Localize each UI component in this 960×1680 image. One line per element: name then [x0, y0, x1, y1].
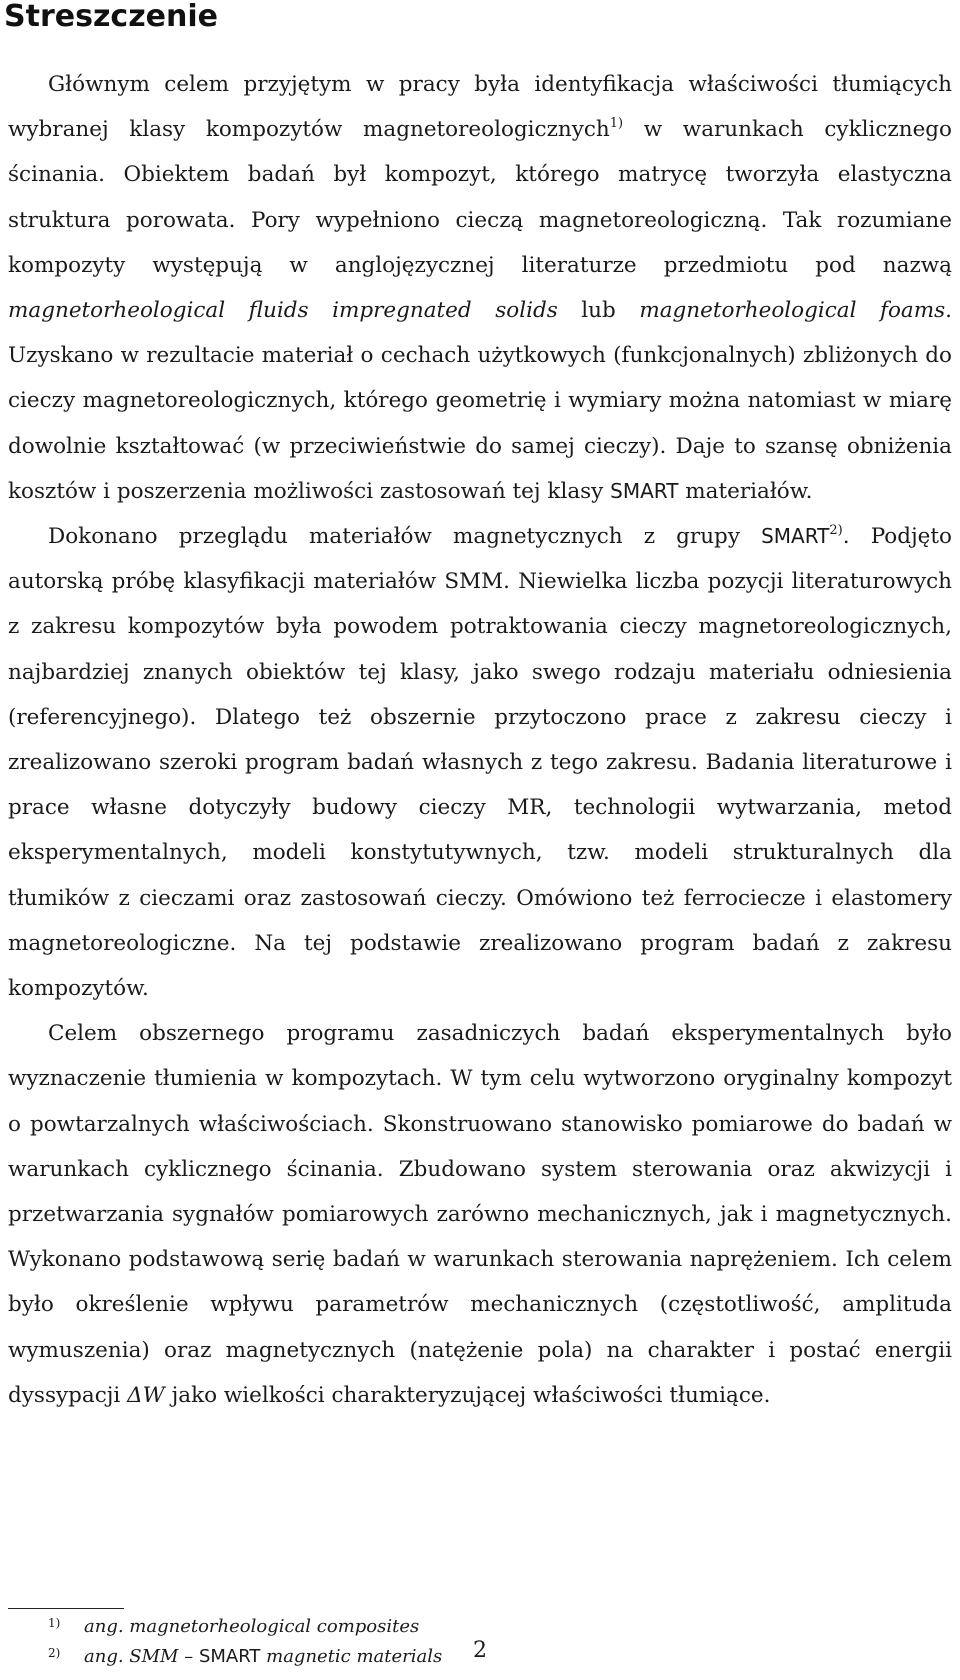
section-heading: Streszczenie [4, 0, 218, 34]
p3-text-1: Celem obszernego programu zasadniczych badań eksperymentalnych było wyznaczenie tłumienia w kompozytach. W tym celu wytworzono oryginalny kompozyt o powtarzalnych właściwościach. Skonstruowano stanowisko pomiarowe do badań w warunkach cyklicznego ścinania. Zbudowano system sterowania oraz akwizycji i przetwarzania sygnałów pomiarowych zarówno mechanicznych, jak i magnetycznych. Wykonano podstawową serię badań w warunkach sterowania naprężeniem. Ich celem było określenie wpływu parametrów mechanicznych (częstotliwość, amplituda wymuszenia) oraz magnetycznych (natężenie pola) na charakter i postać energii dyssypacji [8, 1021, 952, 1408]
math-delta-w: ΔW [127, 1382, 165, 1408]
smart-term: SMART [198, 1646, 261, 1667]
paragraph-2 [8, 514, 952, 1011]
footnote-ref-1: 1) [609, 116, 624, 132]
footnote-rule [8, 1608, 124, 1609]
p1-text-4: . Uzyskano w rezultacie materiał o cechach użytkowych (funkcjonalnych) zbliżonych do cieczy magnetoreologicznych, którego geometrię i wymiary można natomiast w miarę dowolnie kształtować (w przeciwieństwie do samej cieczy). Daje to szansę obniżenia kosztów i poszerzenia możliwości zastosowań tej klasy [8, 298, 952, 504]
footnote-mark: 2) [48, 1646, 61, 1660]
p3-text-2: jako wielkości charakteryzującej właściwości tłumiące. [164, 1382, 771, 1408]
footnote-text-part: ang. SMM – [84, 1646, 199, 1667]
footnote-mark: 1) [48, 1616, 61, 1630]
p1-text-5: materiałów. [678, 478, 813, 504]
term-mr-fluids-impregnated-solids: magnetorheological fluids impregnated solids [8, 298, 558, 324]
paragraph-1 [8, 62, 952, 514]
p1-text-3: lub [557, 298, 640, 324]
footnote-text-part: magnetic materials [260, 1646, 443, 1667]
footnote-text: ang. magnetorheological composites [84, 1616, 420, 1637]
p1-text-2: w warunkach cyklicznego ścinania. Obiektem badań był kompozyt, którego matrycę tworzyła elastyczna struktura porowata. Pory wypełniono cieczą magnetoreologiczną. Tak rozumiane kompozyty występują w anglojęzycznej literaturze przedmiotu pod nazwą [8, 117, 952, 278]
p1-text-1: Głównym celem przyjętym w pracy była identyfikacja właściwości tłumiących wybranej klasy kompozytów magnetoreologicznych [8, 72, 952, 143]
p2-text-2: . Podjęto autorską próbę klasyfikacji materiałów SMM. Niewielka liczba pozycji literaturowych z zakresu kompozytów była powodem potraktowania cieczy magnetoreologicznych, najbardziej znanych obiektów tej klasy, jako swego rodzaju materiału odniesienia (referencyjnego). Dlatego też obszernie przytoczono prace z zakresu cieczy i zrealizowano szeroki program badań własnych z tego zakresu. Badania literaturowe i prace własne dotyczyły budowy cieczy MR, technologii wytwarzania, metod eksperymentalnych, modeli konstytutywnych, tzw. modeli strukturalnych dla tłumików z cieczami oraz zastosowań cieczy. Omówiono też ferrociecze i elastomery magnetoreologiczne. Na tej podstawie zrealizowano program badań z zakresu kompozytów. [8, 524, 952, 1002]
smart-term: SMART [761, 524, 830, 549]
abstract-body [8, 62, 952, 1418]
paragraph-3 [8, 1011, 952, 1418]
smart-term: SMART [610, 478, 679, 503]
page-number: 2 [473, 1638, 487, 1663]
term-mr-foams: magnetorheological foams [639, 298, 946, 324]
footnote-ref-2: 2) [829, 523, 843, 539]
p2-text-1: Dokonano przeglądu materiałów magnetycznych z grupy [48, 524, 762, 550]
